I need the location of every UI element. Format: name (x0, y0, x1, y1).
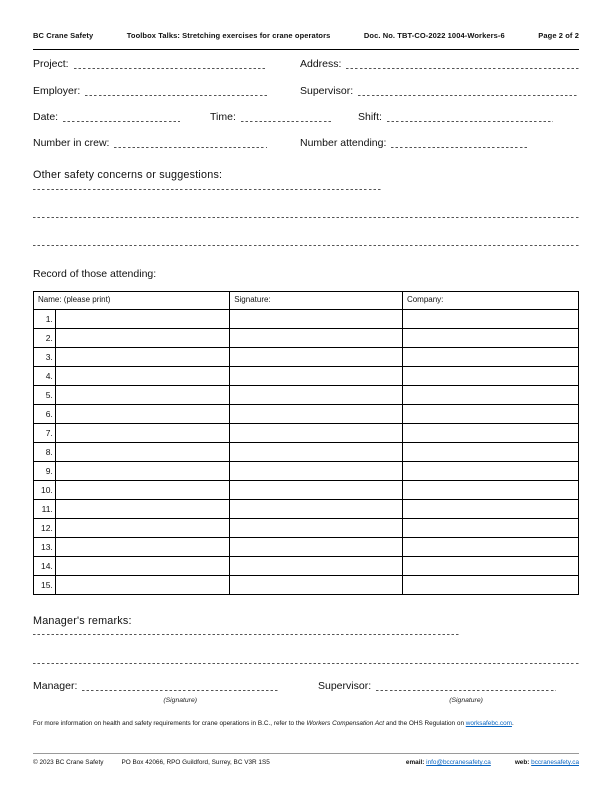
project-label: Project: (33, 58, 69, 70)
company-cell[interactable] (402, 557, 578, 576)
remarks-line-1[interactable] (33, 634, 459, 635)
crew-line[interactable] (114, 137, 267, 150)
row-number: 15. (34, 576, 56, 595)
signature-cell[interactable] (230, 462, 403, 481)
attending-label: Number attending: (300, 137, 387, 149)
page-header (33, 31, 579, 50)
signature-cell[interactable] (230, 538, 403, 557)
table-row (34, 310, 579, 329)
signature-cell[interactable] (230, 500, 403, 519)
name-cell[interactable] (55, 329, 229, 348)
email-label: email: (405, 759, 425, 766)
table-row (34, 386, 579, 405)
table-row (34, 348, 579, 367)
signature-cell[interactable] (230, 310, 403, 329)
page-footer (33, 753, 579, 766)
signature-cell[interactable] (230, 481, 403, 500)
company-cell[interactable] (402, 462, 578, 481)
time-line[interactable] (241, 111, 332, 124)
concerns-line-2[interactable] (33, 217, 579, 218)
company-cell[interactable] (402, 424, 578, 443)
signature-cell[interactable] (230, 519, 403, 538)
manager-label: Manager: (33, 680, 78, 692)
table-row (34, 462, 579, 481)
name-cell[interactable] (55, 519, 229, 538)
table-row (34, 443, 579, 462)
web-link[interactable]: bccranesafety.ca (531, 759, 579, 766)
remarks-line-2[interactable] (33, 663, 579, 664)
company-cell[interactable] (402, 443, 578, 462)
supervisor-sign-label: Supervisor: (318, 680, 372, 692)
row-number: 3. (34, 348, 56, 367)
table-row (34, 500, 579, 519)
address-line[interactable] (346, 58, 579, 71)
worksafebc-link[interactable]: worksafebc.com (465, 720, 512, 727)
row-number: 11. (34, 500, 56, 519)
header-doc-number: Doc. No. TBT-CO-2022 1004-Workers-6 (363, 31, 505, 40)
name-cell[interactable] (55, 310, 229, 329)
info-text: For more information on health and safety requirements for crane operations in B.C., refer to the (33, 720, 307, 727)
row-number: 14. (34, 557, 56, 576)
table-header-row (34, 292, 579, 310)
table-row (34, 367, 579, 386)
table-row (34, 481, 579, 500)
attendance-table (33, 291, 579, 595)
company-cell[interactable] (402, 576, 578, 595)
name-cell[interactable] (55, 462, 229, 481)
company-cell[interactable] (402, 519, 578, 538)
attending-line[interactable] (391, 137, 528, 150)
company-cell[interactable] (402, 367, 578, 386)
table-row (34, 557, 579, 576)
date-line[interactable] (63, 111, 180, 124)
supervisor-line[interactable] (358, 85, 579, 98)
company-cell[interactable] (402, 405, 578, 424)
signature-cell[interactable] (230, 348, 403, 367)
supervisor-signature-line[interactable] (376, 680, 556, 691)
name-cell[interactable] (55, 500, 229, 519)
manager-signature-line[interactable] (82, 680, 278, 691)
col-header-signature: Signature: (230, 292, 403, 310)
company-cell[interactable] (402, 348, 578, 367)
row-number: 4. (34, 367, 56, 386)
company-cell[interactable] (402, 386, 578, 405)
row-number: 8. (34, 443, 56, 462)
record-label: Record of those attending: (33, 268, 157, 280)
row-number: 13. (34, 538, 56, 557)
col-header-company: Company: (402, 292, 578, 310)
table-row (34, 329, 579, 348)
info-text: . (511, 720, 514, 727)
company-cell[interactable] (402, 310, 578, 329)
crew-label: Number in crew: (33, 137, 110, 149)
signature-cell[interactable] (230, 576, 403, 595)
concerns-label: Other safety concerns or suggestions: (33, 169, 223, 181)
employer-label: Employer: (33, 85, 81, 97)
row-number: 1. (34, 310, 56, 329)
signature-cell[interactable] (230, 443, 403, 462)
concerns-line-1[interactable] (33, 189, 382, 190)
time-label: Time: (210, 111, 236, 123)
table-row (34, 519, 579, 538)
row-number: 10. (34, 481, 56, 500)
remarks-label: Manager's remarks: (33, 615, 132, 627)
supervisor-label: Supervisor: (300, 85, 354, 97)
signature-cell[interactable] (230, 386, 403, 405)
name-cell[interactable] (55, 405, 229, 424)
row-number: 2. (34, 329, 56, 348)
name-cell[interactable] (55, 443, 229, 462)
signature-cell[interactable] (230, 367, 403, 386)
company-cell[interactable] (402, 481, 578, 500)
table-row (34, 424, 579, 443)
name-cell[interactable] (55, 557, 229, 576)
row-number: 7. (34, 424, 56, 443)
web-label: web: (514, 759, 530, 766)
postal-address: PO Box 42066, RPO Guildford, Surrey, BC V3R 1S5 (121, 759, 270, 766)
name-cell[interactable] (55, 538, 229, 557)
copyright-text: © 2023 BC Crane Safety (33, 759, 104, 766)
info-text: and the OHS Regulation on (384, 720, 466, 727)
signature-cell[interactable] (230, 329, 403, 348)
company-cell[interactable] (402, 538, 578, 557)
row-number: 6. (34, 405, 56, 424)
row-number: 12. (34, 519, 56, 538)
shift-line[interactable] (387, 111, 553, 124)
info-note (33, 720, 579, 728)
concerns-line-3[interactable] (33, 245, 579, 246)
supervisor-signature-caption: (Signature) (449, 697, 483, 704)
name-cell[interactable] (55, 481, 229, 500)
header-page-number: Page 2 of 2 (538, 31, 579, 40)
table-row (34, 538, 579, 557)
name-cell[interactable] (55, 386, 229, 405)
table-row (34, 576, 579, 595)
name-cell[interactable] (55, 424, 229, 443)
date-label: Date: (33, 111, 59, 123)
name-cell[interactable] (55, 576, 229, 595)
name-cell[interactable] (55, 348, 229, 367)
name-cell[interactable] (55, 367, 229, 386)
signature-cell[interactable] (230, 424, 403, 443)
project-line[interactable] (74, 58, 267, 71)
row-number: 9. (34, 462, 56, 481)
header-doc-title: Toolbox Talks: Stretching exercises for crane operators (126, 31, 331, 40)
shift-label: Shift: (358, 111, 382, 123)
company-cell[interactable] (402, 329, 578, 348)
company-cell[interactable] (402, 500, 578, 519)
email-link[interactable]: info@bccranesafety.ca (426, 759, 491, 766)
manager-signature-caption: (Signature) (163, 697, 197, 704)
employer-line[interactable] (85, 85, 267, 98)
info-act-title: Workers Compensation Act (306, 720, 385, 727)
row-number: 5. (34, 386, 56, 405)
signature-cell[interactable] (230, 405, 403, 424)
table-row (34, 405, 579, 424)
col-header-name: Name: (please print) (34, 292, 230, 310)
header-org: BC Crane Safety (33, 31, 94, 40)
signature-cell[interactable] (230, 557, 403, 576)
address-label: Address: (300, 58, 342, 70)
